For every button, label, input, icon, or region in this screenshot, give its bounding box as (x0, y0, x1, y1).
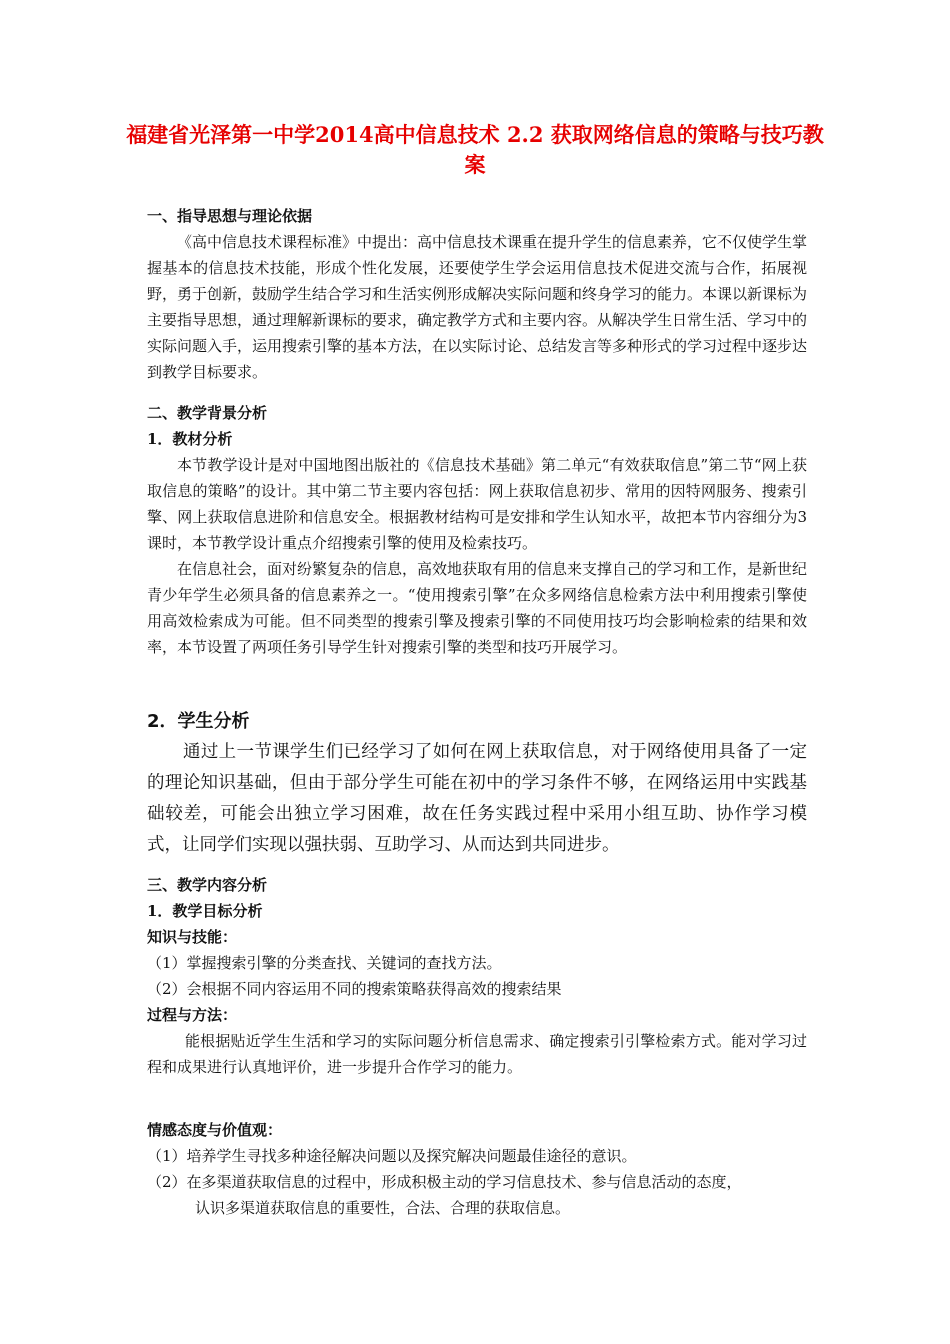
subsection-heading: 1．教学目标分析 (147, 902, 263, 920)
section-content-analysis (147, 872, 807, 1080)
section-heading: 一、指导思想与理论依据 (147, 207, 313, 225)
list-item: （1）掌握搜索引擎的分类查找、关键词的查找方法。 (147, 954, 502, 972)
process-heading: 过程与方法： (147, 1006, 238, 1024)
subsection-heading: 1．教材分析 (147, 430, 233, 448)
section-heading: 三、教学内容分析 (147, 876, 268, 894)
knowledge-heading: 知识与技能： (147, 928, 238, 946)
paragraph: 本节教学设计是对中国地图出版社的《信息技术基础》第二单元“有效获取信息”第二节“网上获取信息的策略”的设计。其中第二节主要内容包括：网上获取信息初步、常用的因特网服务、搜索引擎、网上获取信息进阶和信息安全。根据教材结构可是安排和学生认知水平，故把本节内容细分为3课时，本节教学设计重点介绍搜索引擎的使用及检索技巧。 (147, 456, 807, 552)
list-item: （2）会根据不同内容运用不同的搜索策略获得高效的搜索结果 (147, 980, 562, 998)
section-attitude-values (147, 1117, 807, 1221)
section-guiding-ideas (147, 203, 807, 385)
section-heading: 二、教学背景分析 (147, 404, 268, 422)
paragraph: 在信息社会，面对纷繁复杂的信息，高效地获取有用的信息来支撑自己的学习和工作，是新世纪青少年学生必须具备的信息素养之一。“使用搜索引擎”在众多网络信息检索方法中利用搜索引擎使用高效检索成为可能。但不同类型的搜索引擎及搜索引擎的不同使用技巧均会影响检索的结果和效率，本节设置了两项任务引导学生针对搜索引擎的类型和技巧开展学习。 (147, 560, 808, 656)
paragraph: 能根据贴近学生生活和学习的实际问题分析信息需求、确定搜索引引擎检索方式。能对学习过程和成果进行认真地评价，进一步提升合作学习的能力。 (147, 1032, 807, 1076)
paragraph: 通过上一节课学生们已经学习了如何在网上获取信息，对于网络使用具备了一定的理论知识基础，但由于部分学生可能在初中的学习条件不够，在网络运用中实践基础较差，可能会出独立学习困难，故在任务实践过程中采用小组互助、协作学习模式，让同学们实现以强扶弱、互助学习、从而达到共同进步。 (147, 742, 807, 855)
list-item-continuation: 认识多渠道获取信息的重要性，合法、合理的获取信息。 (195, 1199, 571, 1217)
subsection-heading: 2．学生分析 (147, 711, 250, 732)
section-student-analysis (147, 706, 807, 861)
paragraph: 《高中信息技术课程标准》中提出：高中信息技术课重在提升学生的信息素养，它不仅使学生掌握基本的信息技术技能，形成个性化发展，还要使学生学会运用信息技术促进交流与合作，拓展视野，勇于创新，鼓励学生结合学习和生活实例形成解决实际问题和终身学习的能力。本课以新课标为主要指导思想，通过理解新课标的要求，确定教学方式和主要内容。从解决学生日常生活、学习中的实际问题入手，运用搜索引擎的基本方法，在以实际讨论、总结发言等多种形式的学习过程中逐步达到教学目标要求。 (147, 233, 808, 381)
attitude-heading: 情感态度与价值观： (147, 1121, 283, 1139)
list-item: （1）培养学生寻找多种途径解决问题以及探究解决问题最佳途径的意识。 (147, 1147, 637, 1165)
document-title: 福建省光泽第一中学2014高中信息技术 2.2 获取网络信息的策略与技巧教案 (126, 122, 824, 177)
section-background-analysis (147, 400, 807, 660)
list-item: （2）在多渠道获取信息的过程中，形成积极主动的学习信息技术、参与信息活动的态度， (147, 1173, 742, 1191)
